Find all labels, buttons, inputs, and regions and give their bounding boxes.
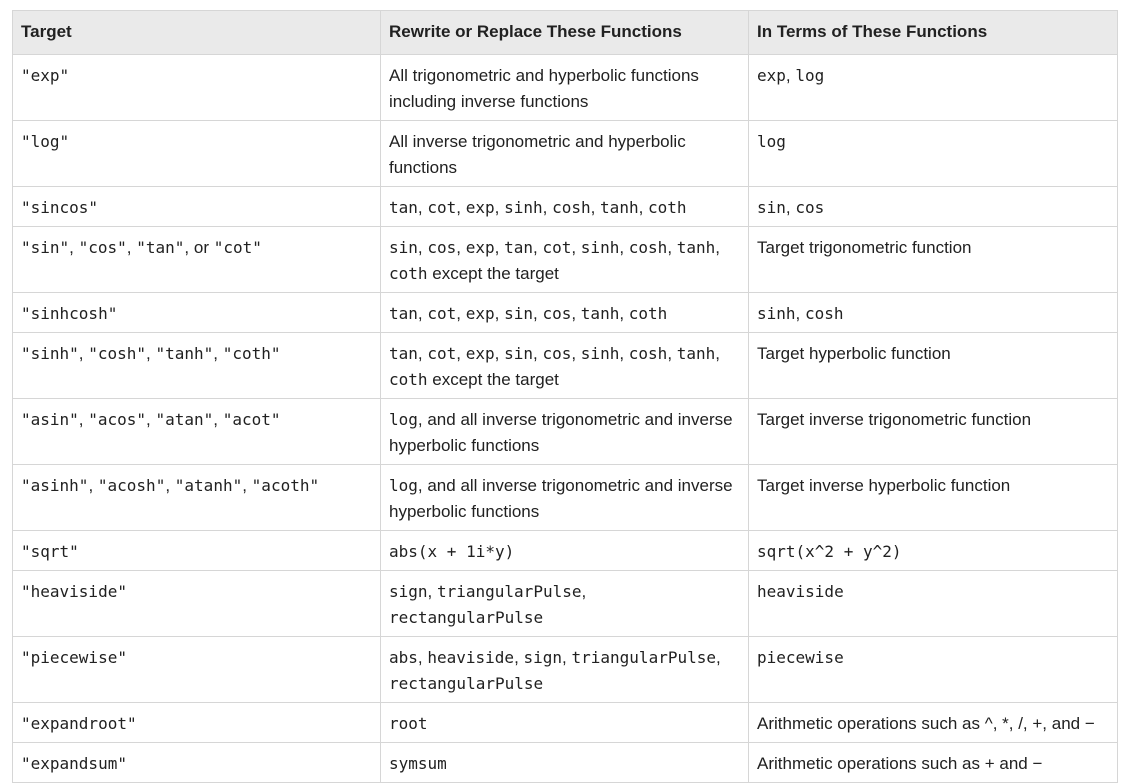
code-text: "sincos" <box>21 198 99 217</box>
plain-text: , <box>532 304 543 323</box>
table-row <box>13 227 1118 293</box>
code-text: sin <box>757 198 786 217</box>
code-text: coth <box>628 304 668 323</box>
code-text: cos <box>427 238 457 257</box>
code-text: "log" <box>21 132 70 151</box>
cell-terms <box>749 55 1118 121</box>
cell-terms <box>749 637 1118 703</box>
code-text: piecewise <box>757 648 844 667</box>
cell-target <box>13 465 381 531</box>
code-text: "cosh" <box>88 344 147 363</box>
cell-terms <box>749 121 1118 187</box>
cell-terms <box>749 531 1118 571</box>
plain-text: , <box>532 344 543 363</box>
cell-terms <box>749 743 1118 783</box>
code-text: coth <box>389 264 428 283</box>
cell-target <box>13 333 381 399</box>
code-text: cot <box>427 198 457 217</box>
code-text: abs(x + 1i*y) <box>389 542 515 561</box>
code-text: "acoth" <box>251 476 320 495</box>
code-text: "coth" <box>222 344 281 363</box>
cell-terms <box>749 227 1118 293</box>
plain-text: , <box>456 198 466 217</box>
code-text: cot <box>542 238 572 257</box>
plain-text: , <box>88 476 98 495</box>
code-text: cosh <box>804 304 844 323</box>
cell-target <box>13 399 381 465</box>
plain-text: , <box>427 582 437 601</box>
code-text: cot <box>427 344 457 363</box>
cell-terms <box>749 571 1118 637</box>
code-text: sinh <box>580 344 620 363</box>
code-text: tan <box>389 198 418 217</box>
plain-text: , <box>638 198 649 217</box>
cell-target <box>13 571 381 637</box>
header-row <box>13 11 1118 55</box>
code-text: exp <box>465 198 495 217</box>
plain-text: , <box>126 238 137 257</box>
plain-text: , <box>146 410 156 429</box>
code-text: sinh <box>504 198 543 217</box>
plain-text: , <box>456 344 466 363</box>
code-text: "acos" <box>88 410 147 429</box>
table-row <box>13 571 1118 637</box>
code-text: cos <box>542 344 572 363</box>
cell-target <box>13 703 381 743</box>
code-text: cosh <box>552 198 591 217</box>
plain-text: Arithmetic operations such as + and − <box>757 754 1043 773</box>
code-text: "sin" <box>21 238 70 257</box>
code-text: "expandsum" <box>21 754 127 773</box>
code-text: "atan" <box>155 410 214 429</box>
code-text: cosh <box>628 344 668 363</box>
code-text: root <box>389 714 428 733</box>
plain-text: , <box>581 582 587 601</box>
cell-rewrite <box>381 55 749 121</box>
code-text: "expandroot" <box>21 714 137 733</box>
code-text: log <box>757 132 786 151</box>
cell-terms <box>749 703 1118 743</box>
table-row <box>13 399 1118 465</box>
cell-rewrite <box>381 571 749 637</box>
plain-text: All trigonometric and hyperbolic functions including inverse functions <box>389 66 699 111</box>
cell-rewrite <box>381 465 749 531</box>
plain-text: , <box>619 344 629 363</box>
plain-text: , <box>715 344 721 363</box>
plain-text: Target inverse trigonometric function <box>757 410 1032 429</box>
plain-text: , <box>78 344 89 363</box>
cell-target <box>13 227 381 293</box>
plain-text: , <box>785 198 796 217</box>
code-text: log <box>795 66 825 85</box>
table-row <box>13 293 1118 333</box>
plain-text: , <box>514 648 524 667</box>
table-row <box>13 333 1118 399</box>
code-text: "asin" <box>21 410 79 429</box>
cell-target <box>13 187 381 227</box>
cell-target <box>13 55 381 121</box>
table-row <box>13 637 1118 703</box>
code-text: cos <box>542 304 572 323</box>
table-row <box>13 531 1118 571</box>
code-text: tan <box>504 238 533 257</box>
plain-text: , <box>619 238 629 257</box>
plain-text: Target hyperbolic function <box>757 344 951 363</box>
code-text: "sinhcosh" <box>21 304 118 323</box>
cell-terms <box>749 465 1118 531</box>
code-text: cosh <box>628 238 668 257</box>
plain-text: , <box>417 198 428 217</box>
code-text: tanh <box>676 344 716 363</box>
code-text: tanh <box>600 198 639 217</box>
plain-text: , <box>456 238 466 257</box>
cell-target <box>13 121 381 187</box>
plain-text: , <box>571 238 581 257</box>
plain-text: , <box>242 476 252 495</box>
code-text: cot <box>427 304 457 323</box>
cell-terms <box>749 293 1118 333</box>
code-text: "exp" <box>21 66 70 85</box>
plain-text: , <box>667 344 677 363</box>
cell-rewrite <box>381 399 749 465</box>
code-text: tan <box>389 304 418 323</box>
code-text: heaviside <box>757 582 844 601</box>
code-text: sinh <box>757 304 796 323</box>
code-text: tanh <box>676 238 716 257</box>
plain-text: Arithmetic operations such as ^, *, /, +, and − <box>757 714 1095 733</box>
cell-target <box>13 293 381 333</box>
cell-terms <box>749 187 1118 227</box>
plain-text: , <box>785 66 796 85</box>
code-text: triangularPulse <box>436 582 582 601</box>
plain-text: All inverse trigonometric and hyperbolic functions <box>389 132 686 177</box>
plain-text: , <box>78 410 89 429</box>
plain-text: , <box>590 198 601 217</box>
cell-rewrite <box>381 531 749 571</box>
code-text: exp <box>465 344 495 363</box>
code-text: abs <box>389 648 418 667</box>
header-terms: In Terms of These Functions <box>749 11 1118 55</box>
plain-text: , <box>213 410 223 429</box>
plain-text: , <box>417 304 428 323</box>
cell-rewrite <box>381 743 749 783</box>
plain-text: except the target <box>427 370 559 389</box>
code-text: tanh <box>580 304 620 323</box>
table-row <box>13 121 1118 187</box>
cell-rewrite <box>381 227 749 293</box>
code-text: "sinh" <box>21 344 79 363</box>
plain-text: , <box>417 238 428 257</box>
plain-text: , <box>542 198 553 217</box>
plain-text: , <box>456 304 466 323</box>
plain-text: , <box>532 238 543 257</box>
cell-rewrite <box>381 333 749 399</box>
plain-text: , <box>667 238 677 257</box>
cell-rewrite <box>381 703 749 743</box>
plain-text: , <box>146 344 156 363</box>
code-text: symsum <box>389 754 447 773</box>
table-row <box>13 55 1118 121</box>
table-row <box>13 743 1118 783</box>
plain-text: , <box>213 344 223 363</box>
code-text: cos <box>795 198 825 217</box>
code-text: log <box>389 476 418 495</box>
cell-rewrite <box>381 637 749 703</box>
code-text: log <box>389 410 418 429</box>
plain-text: , <box>494 238 505 257</box>
code-text: "tanh" <box>155 344 214 363</box>
plain-text: , and all inverse trigonometric and inverse hyperbolic functions <box>389 476 733 521</box>
plain-text: , <box>494 344 505 363</box>
code-text: coth <box>389 370 428 389</box>
cell-rewrite <box>381 187 749 227</box>
code-text: "cos" <box>78 238 127 257</box>
header-rewrite: Rewrite or Replace These Functions <box>381 11 749 55</box>
table-row <box>13 187 1118 227</box>
plain-text: , <box>619 304 629 323</box>
code-text: exp <box>465 304 495 323</box>
rewrite-targets-table <box>12 10 1118 783</box>
cell-rewrite <box>381 121 749 187</box>
plain-text: , and all inverse trigonometric and inverse hyperbolic functions <box>389 410 733 455</box>
code-text: "heaviside" <box>21 582 127 601</box>
plain-text: , <box>494 304 505 323</box>
code-text: sin <box>389 238 418 257</box>
code-text: "atanh" <box>174 476 243 495</box>
plain-text: , <box>571 344 581 363</box>
cell-target <box>13 743 381 783</box>
cell-target <box>13 531 381 571</box>
code-text: "acot" <box>222 410 281 429</box>
plain-text: , <box>795 304 805 323</box>
plain-text: , <box>165 476 175 495</box>
code-text: sign <box>389 582 428 601</box>
plain-text: , <box>494 198 505 217</box>
code-text: "asinh" <box>21 476 89 495</box>
code-text: heaviside <box>427 648 515 667</box>
code-text: coth <box>648 198 687 217</box>
code-text: triangularPulse <box>571 648 716 667</box>
plain-text: , <box>417 344 428 363</box>
plain-text: , <box>571 304 581 323</box>
plain-text: except the target <box>427 264 559 283</box>
code-text: rectangularPulse <box>389 674 544 693</box>
plain-text: , <box>716 648 721 667</box>
table-header <box>13 11 1118 55</box>
cell-rewrite <box>381 293 749 333</box>
table-row <box>13 465 1118 531</box>
plain-text: Target trigonometric function <box>757 238 972 257</box>
table-body <box>13 55 1118 783</box>
plain-text: , or <box>184 238 214 257</box>
code-text: "cot" <box>213 238 262 257</box>
plain-text: , <box>69 238 79 257</box>
code-text: sqrt(x^2 + y^2) <box>757 542 902 561</box>
plain-text: Target inverse hyperbolic function <box>757 476 1011 495</box>
code-text: "piecewise" <box>21 648 127 667</box>
cell-terms <box>749 399 1118 465</box>
cell-terms <box>749 333 1118 399</box>
code-text: rectangularPulse <box>389 608 544 627</box>
code-text: exp <box>465 238 495 257</box>
plain-text: , <box>715 238 721 257</box>
header-target: Target <box>13 11 381 55</box>
table-row <box>13 703 1118 743</box>
code-text: "acosh" <box>97 476 166 495</box>
code-text: exp <box>757 66 786 85</box>
plain-text: , <box>562 648 572 667</box>
plain-text: , <box>417 648 428 667</box>
code-text: sin <box>504 304 533 323</box>
code-text: sin <box>504 344 533 363</box>
cell-target <box>13 637 381 703</box>
code-text: sign <box>523 648 563 667</box>
code-text: sinh <box>580 238 620 257</box>
code-text: tan <box>389 344 418 363</box>
code-text: "tan" <box>136 238 185 257</box>
code-text: "sqrt" <box>21 542 79 561</box>
